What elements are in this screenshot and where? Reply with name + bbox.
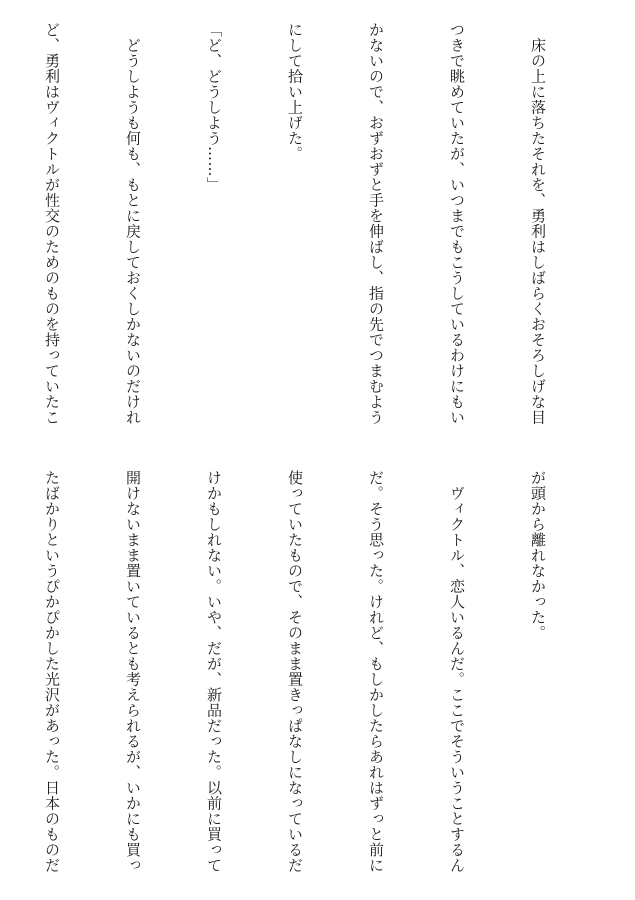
text-line: 開けないまま置いているとも考えられるが、いかにも買っ: [124, 470, 142, 873]
text-line: けかもしれない。いや、だが、新品だった。以前に買って: [205, 470, 223, 873]
text-line: つきで眺めていたが、いつまでもこうしているわけにもい: [448, 22, 466, 425]
text-line: たばかりというぴかぴかした光沢があった。日本のものだ: [43, 470, 61, 873]
dialogue-line: 「ど、どうしよう……」: [205, 22, 223, 193]
text-line: にして拾い上げた。: [286, 22, 304, 162]
text-line: だ。そう思った。けれど、もしかしたらあれはずっと前に: [367, 470, 385, 873]
text-line: 使っていたもので、そのまま置きっぱなしになっているだ: [286, 470, 304, 873]
text-line: どうしようも何も、もとに戻しておくしかないのだけれ: [124, 22, 142, 425]
text-line: ど、勇利はヴィクトルが性交のためのものを持っていたこ: [43, 22, 61, 425]
lower-text-block: [15, 470, 605, 882]
text-line: 床の上に落ちたそれを、勇利はしばらくおそろしげな目: [529, 22, 547, 425]
upper-text-block: [15, 22, 605, 442]
text-line: が頭から離れなかった。: [529, 470, 547, 641]
text-line: かないので、おずおずと手を伸ばし、指の先でつまむよう: [367, 22, 385, 425]
text-line: ヴィクトル、恋人いるんだ。ここでそういうことするん: [448, 470, 466, 873]
